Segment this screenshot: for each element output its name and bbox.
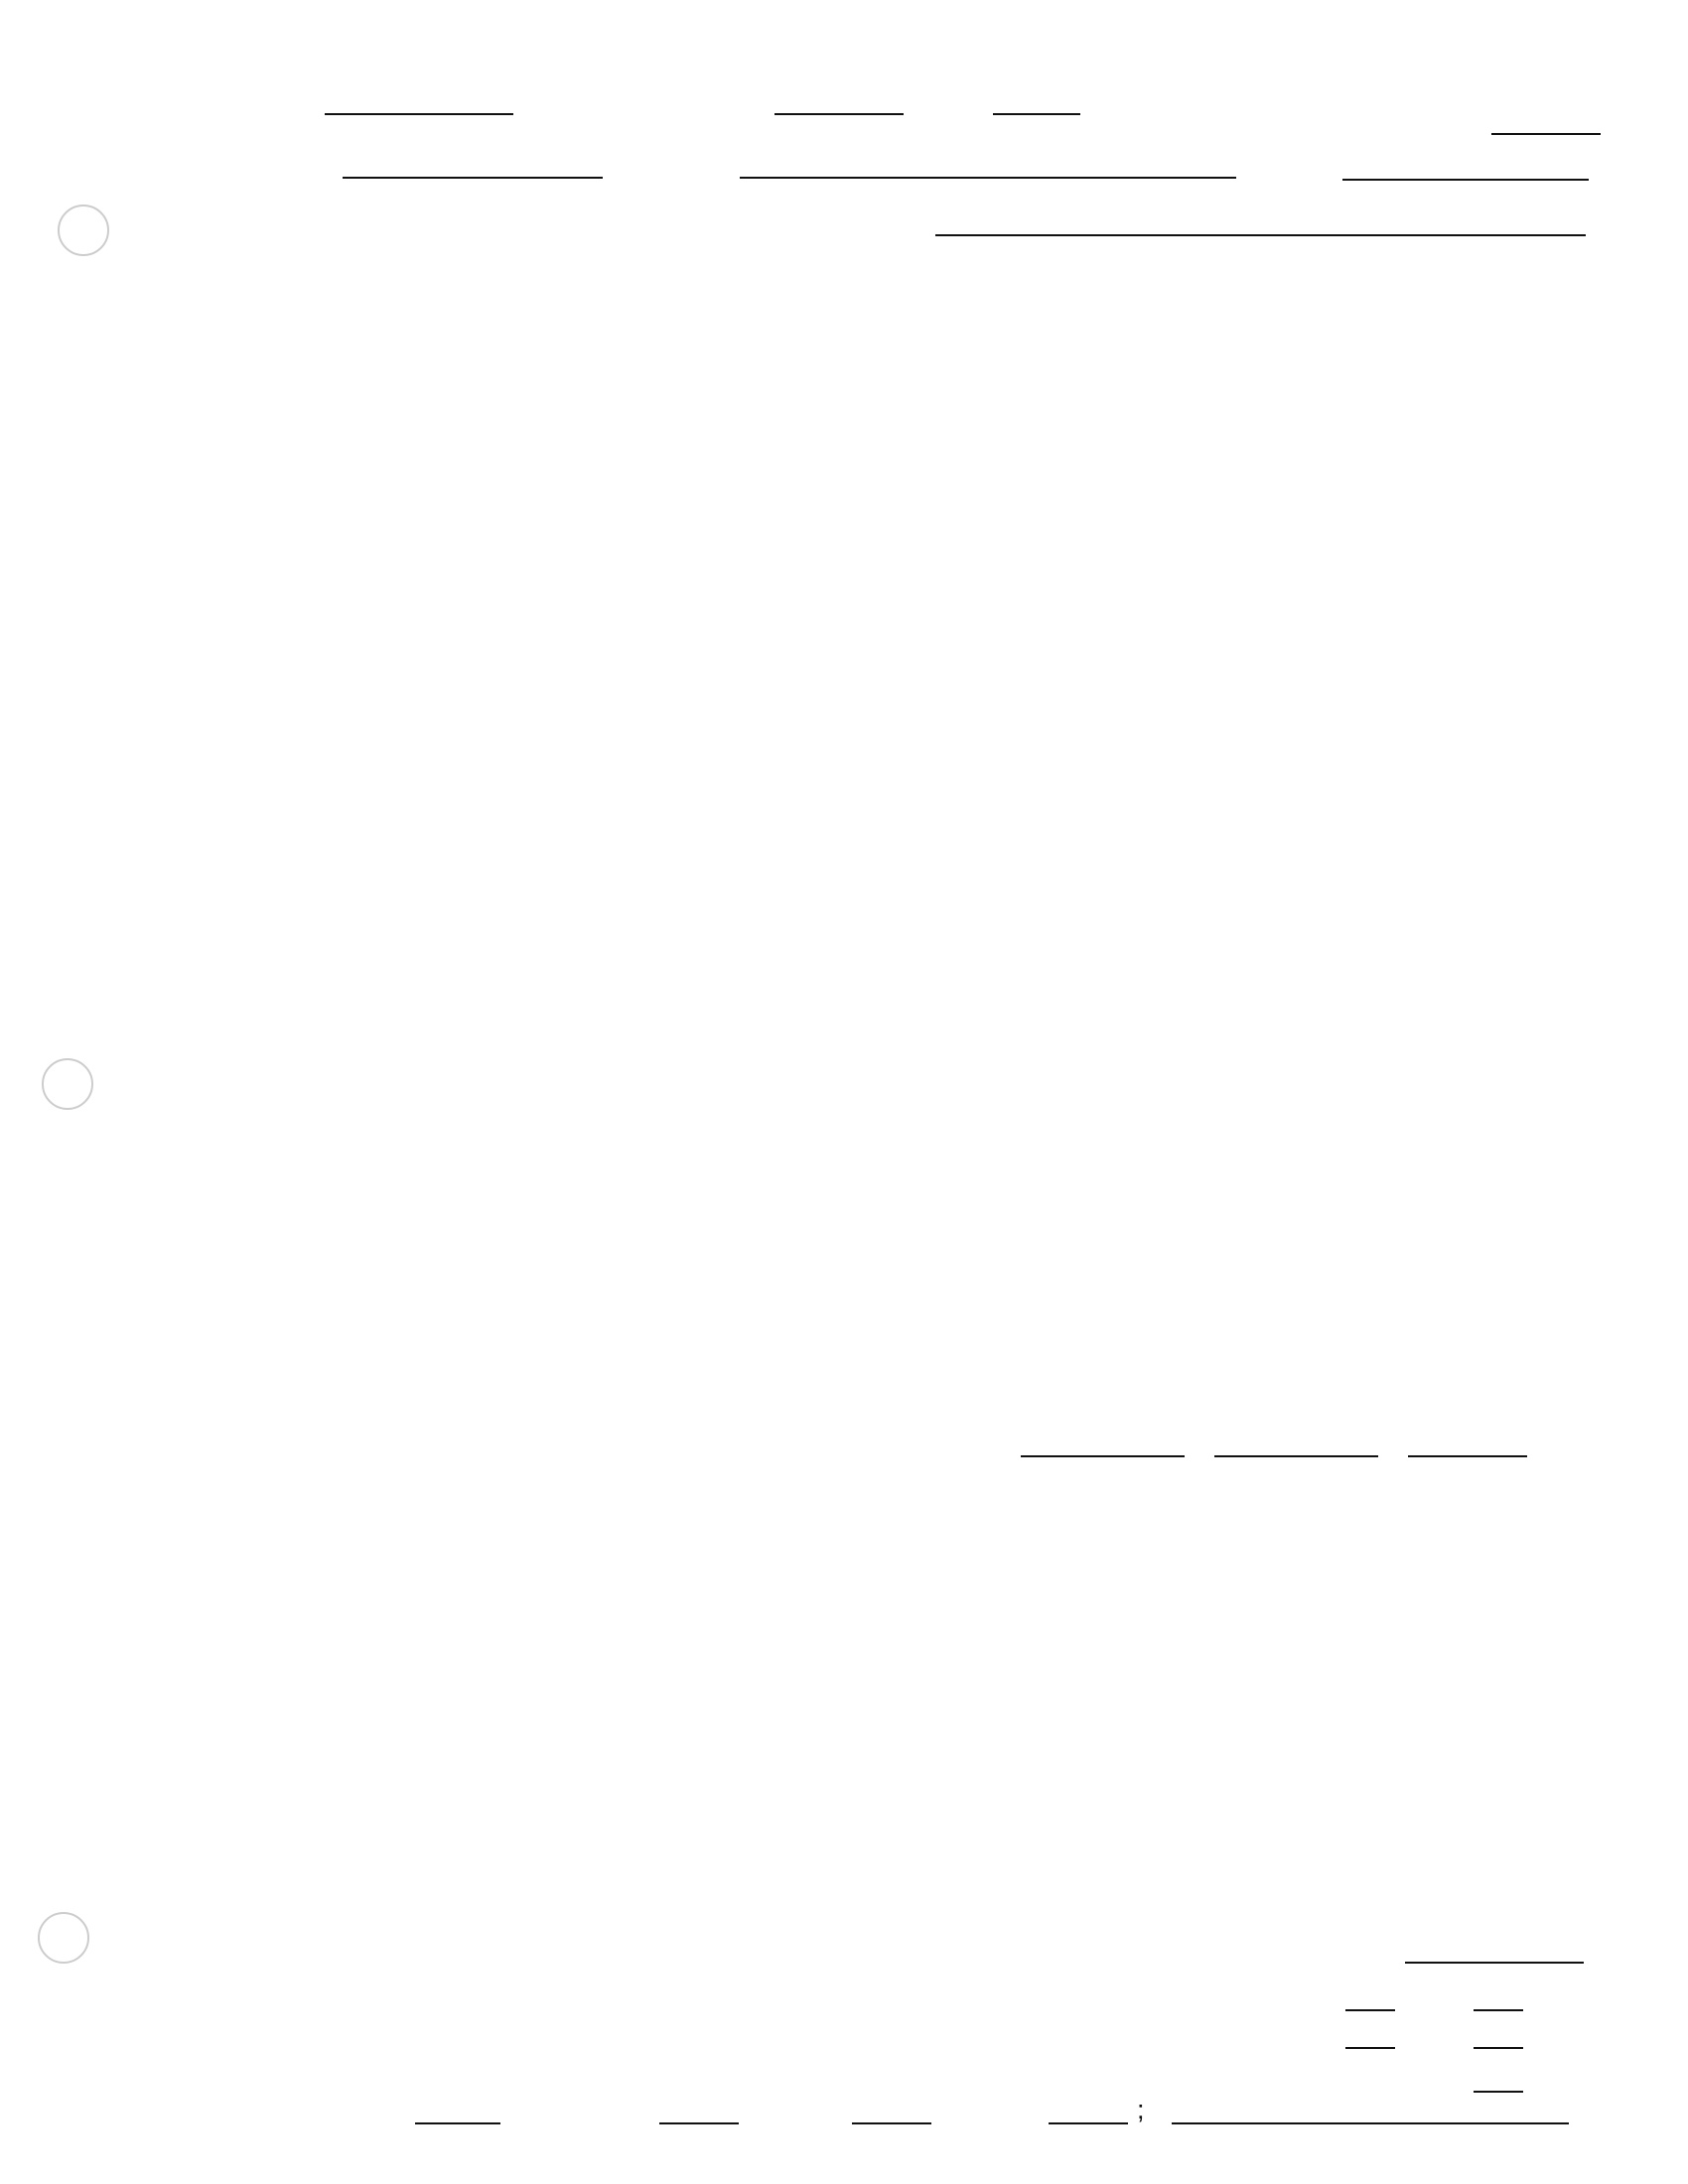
description-dashes — [1021, 1455, 1527, 1457]
footer-signature-line — [1172, 2093, 1569, 2124]
elevation-value — [343, 147, 603, 179]
dry-auger-from — [1345, 1978, 1395, 2011]
date-value — [852, 2093, 931, 2124]
depth-to-water-value — [415, 2085, 500, 2124]
time-value-footer — [1049, 2093, 1128, 2124]
time-separator: ; — [1137, 2095, 1145, 2124]
logger-value — [935, 195, 1586, 236]
col-depth-ft — [554, 197, 604, 286]
job-no-value — [325, 81, 513, 115]
boring-sealed-value — [1405, 1930, 1584, 1964]
col-torvane — [752, 196, 807, 289]
time-value — [993, 81, 1080, 115]
wet-rotary-from — [1345, 2013, 1395, 2049]
completion-date-value — [774, 81, 904, 115]
dry-auger-to — [1474, 1978, 1523, 2011]
water-first-noticed-value — [1474, 2059, 1523, 2093]
driller-value — [1342, 141, 1589, 181]
caved-at-value — [659, 2093, 739, 2124]
location-value — [740, 141, 1236, 179]
wet-rotary-to — [1474, 2013, 1523, 2049]
col-sample — [623, 196, 646, 285]
boring-number — [1491, 95, 1601, 135]
